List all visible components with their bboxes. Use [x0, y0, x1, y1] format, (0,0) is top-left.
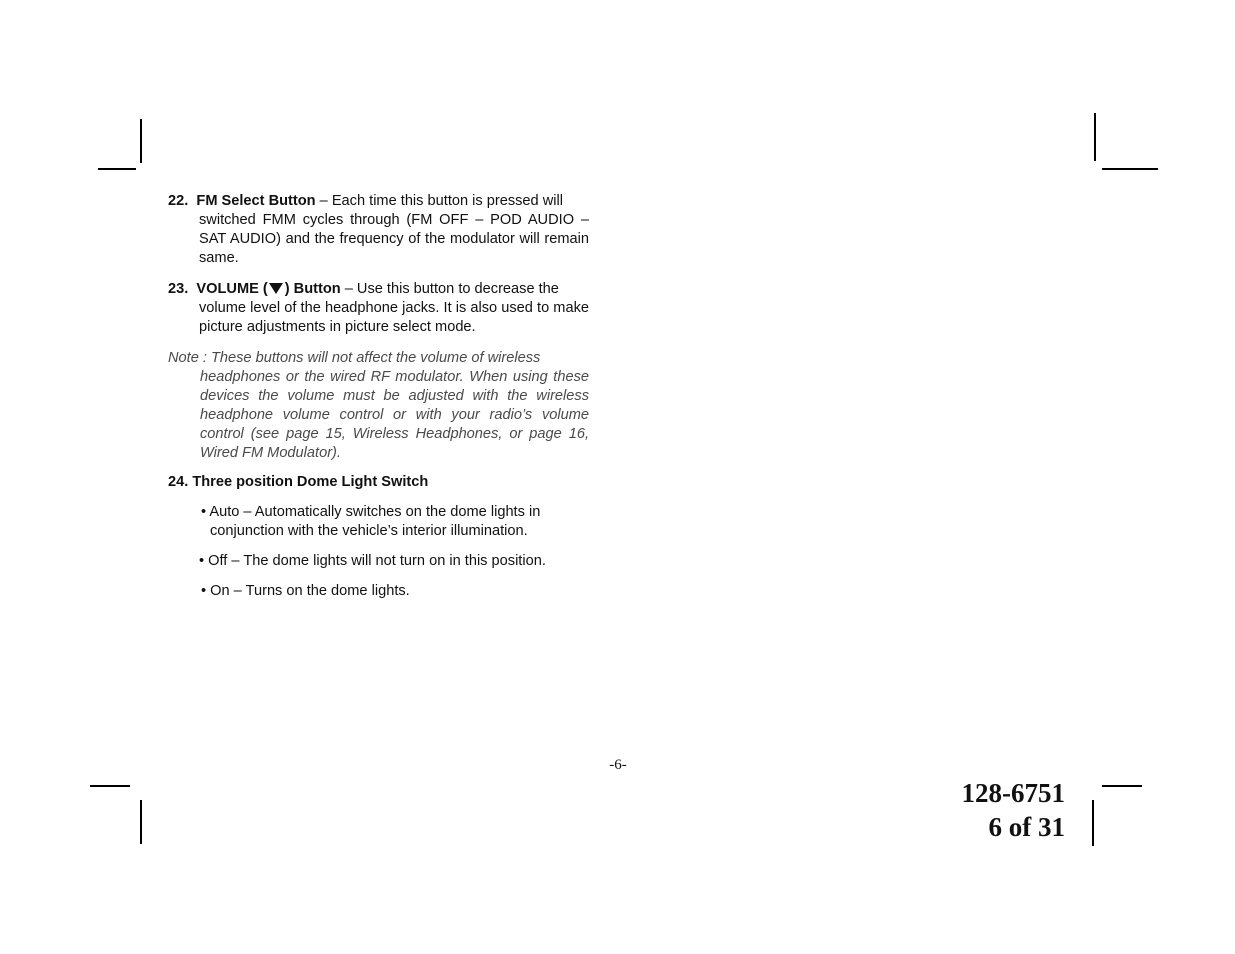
- crop-mark-bottom-right-horizontal: [1102, 785, 1142, 787]
- bullet-text: • On – Turns on the dome lights.: [201, 583, 410, 599]
- note-first-line: Note : These buttons will not affect the volume of wireless: [168, 350, 541, 366]
- dome-light-switch-heading: 24. Three position Dome Light Switch: [168, 474, 429, 490]
- crop-mark-bottom-left-horizontal: [90, 785, 130, 787]
- crop-mark-top-right-vertical: [1094, 113, 1096, 161]
- crop-mark-top-left-horizontal: [98, 168, 136, 170]
- bullet-auto: [199, 503, 589, 541]
- page-count: 6 of 31: [988, 812, 1065, 842]
- item-term-prefix: VOLUME (: [196, 281, 268, 297]
- item-volume-down-button: [168, 280, 589, 337]
- crop-mark-top-right-horizontal: [1102, 168, 1158, 170]
- document-number: 128-6751: [961, 778, 1065, 808]
- crop-mark-bottom-left-vertical: [140, 800, 142, 844]
- item-term-suffix: ) Button: [284, 281, 341, 297]
- page-number: -6-: [609, 757, 627, 773]
- item-number: 23.: [168, 281, 189, 297]
- bullet-continuation: conjunction with the vehicle’s interior illumination.: [210, 523, 528, 539]
- bullet-off: [199, 552, 589, 571]
- note-text: headphones or the wired RF modulator. When using these devices the volume must be adjusted with the wireless headphone volume control or with your radio’s volume control (see page 15, Wireless Headphones, or page 16, Wired FM Modulator).: [200, 369, 589, 461]
- crop-mark-bottom-right-vertical: [1092, 800, 1094, 846]
- bullet-text: • Auto – Automatically switches on the dome lights in: [201, 504, 541, 520]
- item-first-line: – Use this button to decrease the: [340, 281, 559, 297]
- item-description: volume level of the headphone jacks. It is also used to make picture adjustments in picture select mode.: [199, 300, 589, 335]
- bullet-text: • Off – The dome lights will not turn on in this position.: [199, 553, 546, 569]
- item-number: 22.: [168, 193, 189, 209]
- item-term: FM Select Button: [196, 193, 316, 209]
- item-description: switched FMM cycles through (FM OFF – POD AUDIO – SAT AUDIO) and the frequency of the modulator will remain same.: [199, 212, 589, 266]
- triangle-down-icon: [269, 283, 283, 294]
- bullet-on: [199, 582, 589, 601]
- manual-content: [168, 192, 589, 612]
- crop-mark-top-left-vertical: [140, 119, 142, 163]
- item-fm-select-button: [168, 192, 589, 268]
- document-id: [962, 776, 1066, 844]
- item-first-line: – Each time this button is pressed will: [315, 193, 563, 209]
- note: [168, 349, 589, 463]
